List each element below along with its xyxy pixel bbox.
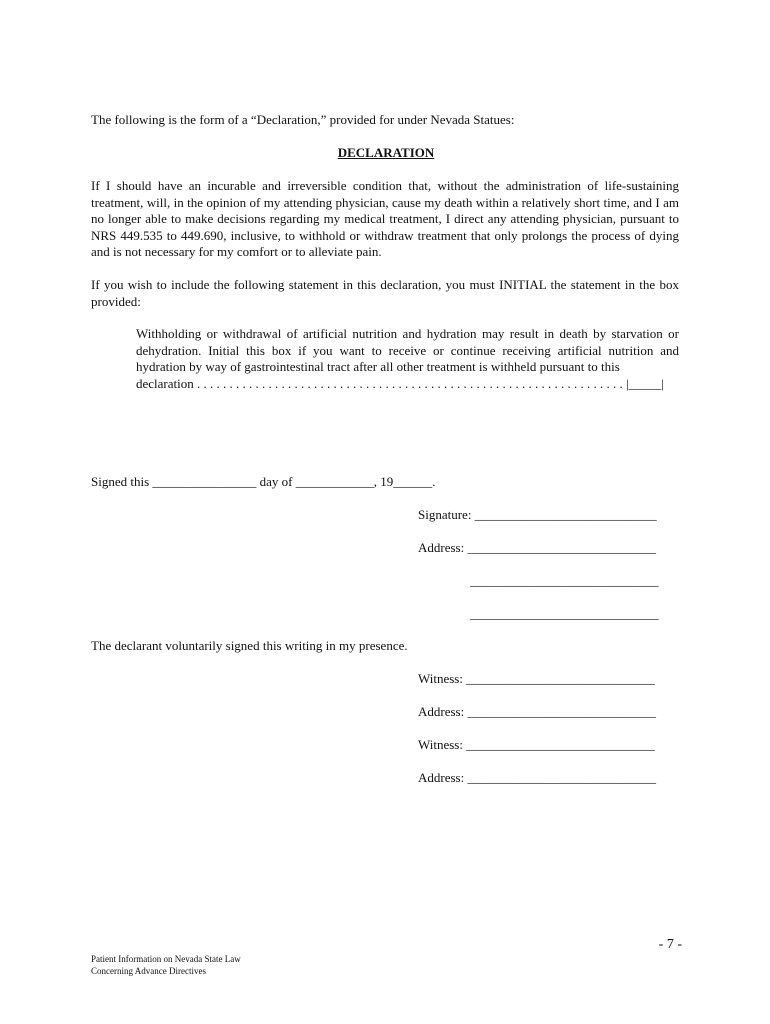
witness-statement: The declarant voluntarily signed this writing in my presence.	[91, 638, 408, 653]
footer-line: Concerning Advance Directives	[91, 966, 206, 976]
declaration-paragraph: If I should have an incurable and irreversible condition that, without the administration of life-sustaining treatment, will, in the opinion of my attending physician, cause my death within a relatively short time, and I am no longer able to make decisions regarding my medical treatment, I direct any attending physician, pursuant to NRS 449.535 to 449.690, inclusive, to withhold or withdraw treatment that only prolongs the process of dying and is not necessary for my comfort or to alleviate pain.	[91, 178, 679, 259]
footer	[91, 953, 241, 977]
footer-line: Patient Information on Nevada State Law	[91, 954, 241, 964]
signature-line: Signature: ____________________________	[418, 507, 657, 522]
witness-address-line: Address: _____________________________	[418, 704, 656, 719]
declarant-address-line: Address: _____________________________	[418, 540, 656, 555]
initial-box-line: declaration . . . . . . . . . . . . . . . . . . . . . . . . . . . . . . . . . . . . . . . . . . . . . . . . . . . . . . . . . . . . . . . . . . |_____|	[136, 376, 664, 391]
witness-line: Witness: _____________________________	[418, 671, 655, 686]
signed-date-line: Signed this ________________ day of ____________, 19______.	[91, 474, 436, 489]
page-number: - 7 -	[658, 937, 682, 952]
declaration-title: DECLARATION	[337, 145, 435, 160]
intro-text: The following is the form of a “Declaration,” provided for under Nevada Statues:	[91, 112, 515, 127]
address-continuation-line: _____________________________	[470, 606, 659, 621]
witness-line: Witness: _____________________________	[418, 737, 655, 752]
instruction-paragraph: If you wish to include the following statement in this declaration, you must INITIAL the statement in the box provided:	[91, 277, 679, 309]
address-continuation-line: _____________________________	[470, 573, 659, 588]
nutrition-statement: Withholding or withdrawal of artificial nutrition and hydration may result in death by starvation or dehydration. Initial this box if you want to receive or continue receiving artificial nutrition and hydration by way of gastrointestinal tract after all other treatment is withheld pursuant to this	[136, 326, 679, 374]
witness-address-line: Address: _____________________________	[418, 770, 656, 785]
